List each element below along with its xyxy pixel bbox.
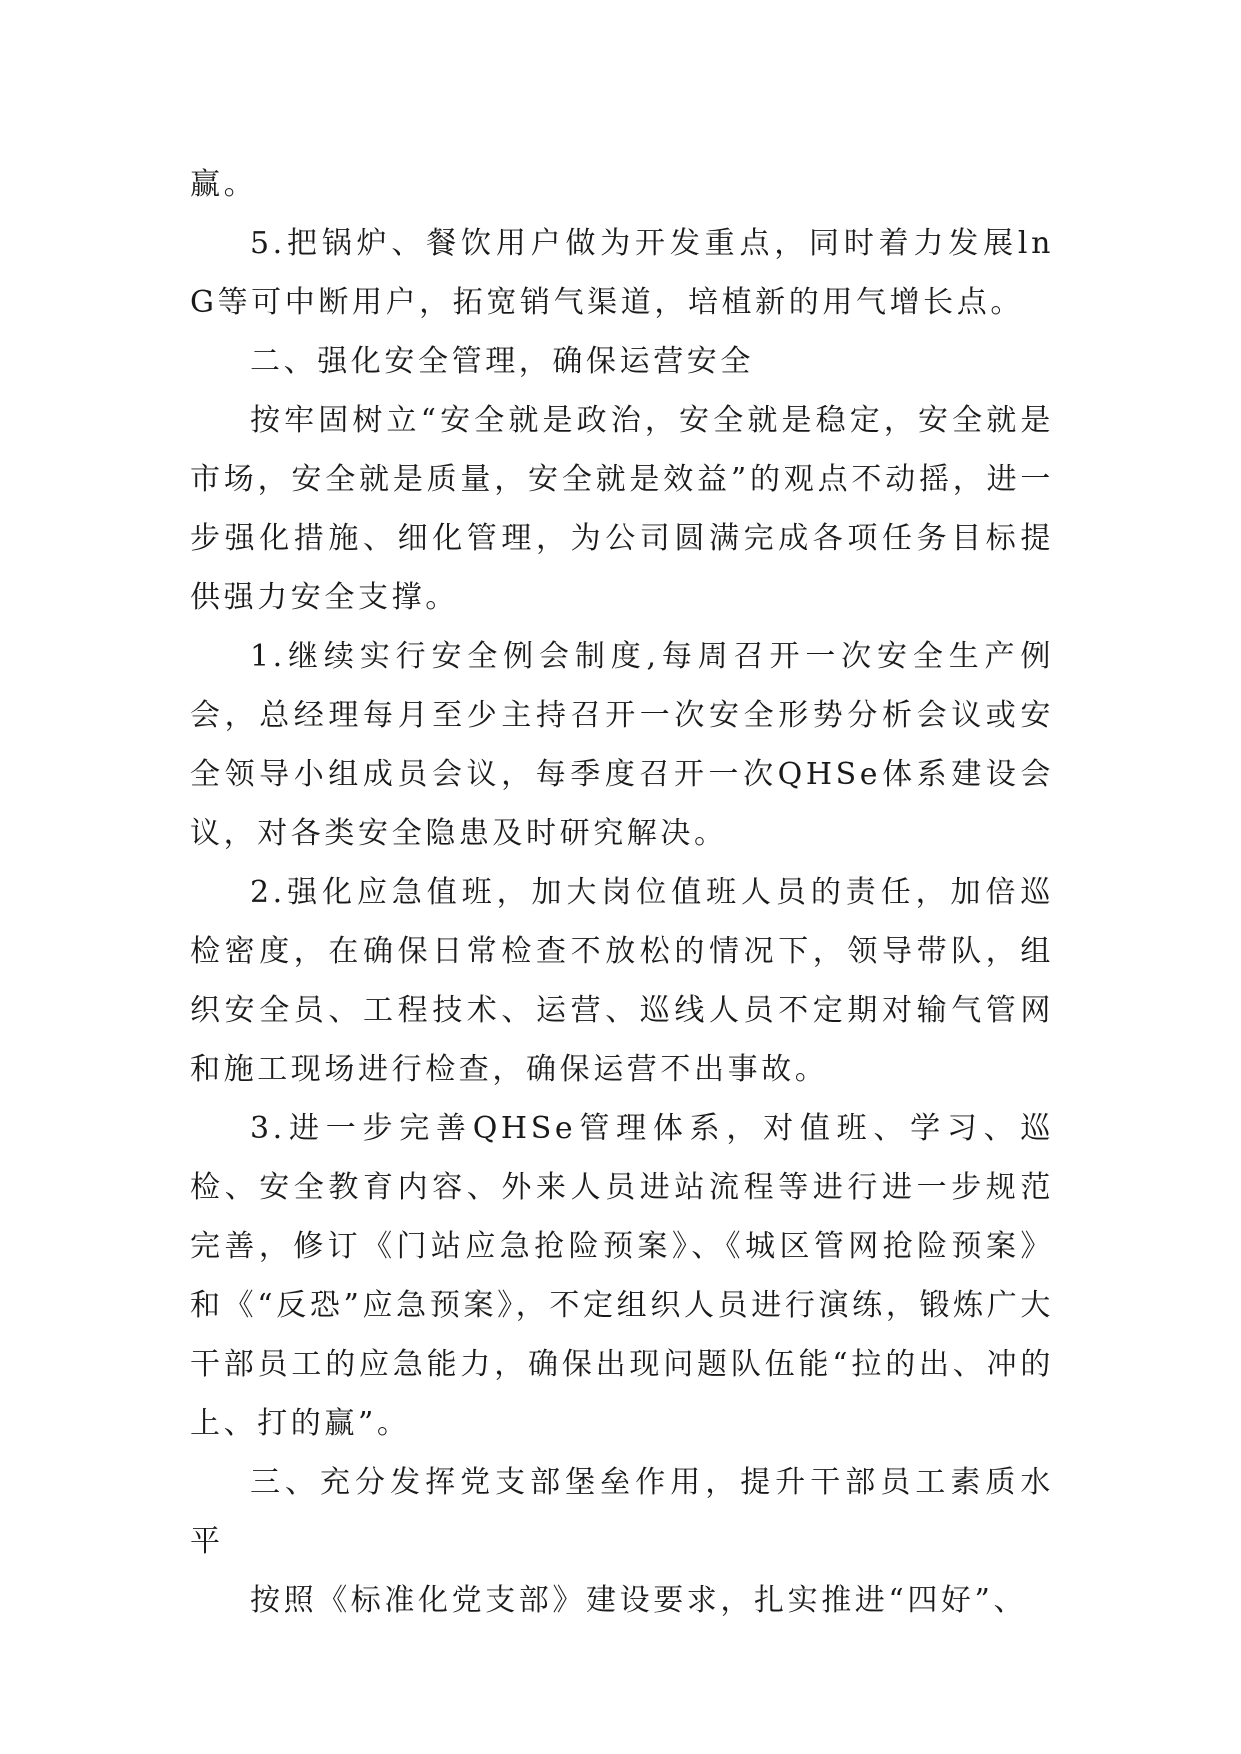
paragraph-item-1: 1.继续实行安全例会制度,每周召开一次安全生产例会，总经理每月至少主持召开一次安全形势分析会议或安全领导小组成员会议，每季度召开一次QHSe体系建设会议，对各类安全隐患及时研究解决。 (190, 639, 1054, 851)
paragraph-item-3: 3.进一步完善QHSe管理体系，对值班、学习、巡检、安全教育内容、外来人员进站流程等进行进一步规范完善，修订《门站应急抢险预案》、《城区管网抢险预案》和《“反恐”应急预案》，不定组织人员进行演练，锻炼广大干部员工的应急能力，确保出现问题队伍能“拉的出、冲的上、打的赢”。 (190, 1111, 1054, 1441)
paragraph-safety-intro: 按牢固树立“安全就是政治，安全就是稳定，安全就是市场，安全就是质量，安全就是效益”的观点不动摇，进一步强化措施、细化管理，为公司圆满完成各项任务目标提供强力安全支撑。 (190, 403, 1054, 615)
section-heading-2: 二、强化安全管理，确保运营安全 (250, 344, 754, 379)
paragraph-item-5: 5.把锅炉、餐饮用户做为开发重点，同时着力发展lnG等可中断用户，拓宽销气渠道，培植新的用气增长点。 (190, 226, 1054, 320)
paragraph-continuation: 赢。 (190, 167, 258, 202)
section-heading-3: 三、充分发挥党支部堡垒作用，提升干部员工素质水平 (190, 1465, 1054, 1559)
paragraph-party-intro: 按照《标准化党支部》建设要求，扎实推进“四好”、 (250, 1583, 1028, 1618)
document-page (190, 155, 1054, 1630)
paragraph-item-2: 2.强化应急值班，加大岗位值班人员的责任，加倍巡检密度，在确保日常检查不放松的情况下，领导带队，组织安全员、工程技术、运营、巡线人员不定期对输气管网和施工现场进行检查，确保运营不出事故。 (190, 875, 1054, 1087)
